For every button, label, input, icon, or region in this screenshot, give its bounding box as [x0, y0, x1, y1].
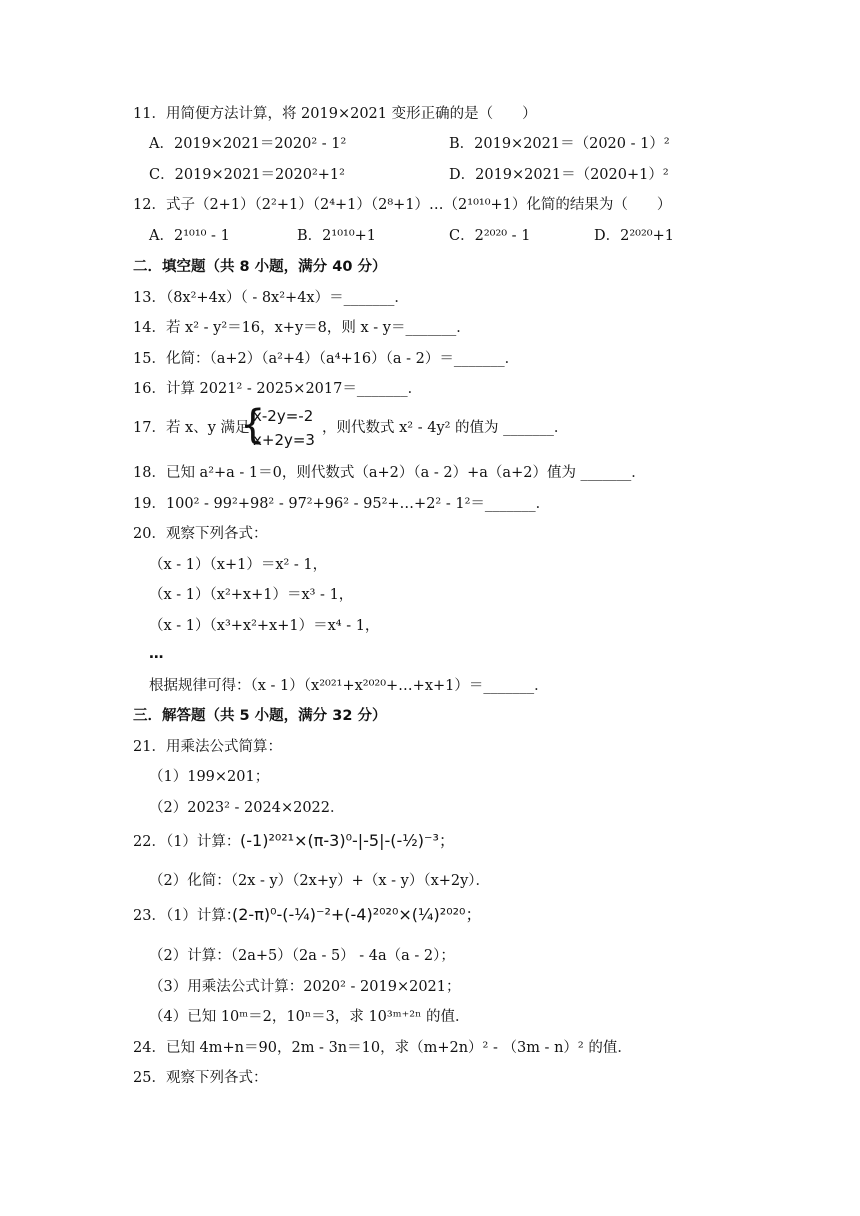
question-20: 20．观察下列各式： — [133, 526, 268, 542]
q11-option-d: D．2019×2021＝（2020+1）² — [449, 167, 669, 183]
question-12: 12．式子（2+1）（2²+1）（2⁴+1）（2⁸+1）…（2¹⁰¹⁰+1）化简的结果为（ ） — [133, 197, 672, 213]
q23-part-3: （3）用乘法公式计算：2020² - 2019×2021； — [149, 979, 461, 995]
q17-equation-2: x+2y=3 — [253, 431, 315, 449]
q20-line-2: （x - 1）（x²+x+1）＝x³ - 1， — [149, 587, 354, 603]
q20-ellipsis: … — [149, 646, 164, 662]
q22-part-2: （2）化简：（2x - y）（2x+y）+（x - y）（x+2y）． — [149, 873, 491, 889]
question-25: 25．观察下列各式： — [133, 1070, 268, 1086]
question-15: 15．化简：（a+2）（a²+4）（a⁴+16）（a - 2）＝_______． — [133, 351, 520, 367]
q21-part-1: （1）199×201； — [149, 769, 270, 785]
question-19: 19．100² - 99²+98² - 97²+96² - 95²+…+2² - 1²＝_______． — [133, 496, 551, 512]
question-13: 13．（8x²+4x）（ - 8x²+4x）＝_______． — [133, 290, 409, 306]
question-24: 24．已知 4m+n＝90，2m - 3n＝10，求（m+2n）² - （3m - n）² 的值． — [133, 1040, 632, 1056]
question-16: 16．计算 2021² - 2025×2017＝_______． — [133, 381, 423, 397]
question-21: 21．用乘法公式简算： — [133, 739, 282, 755]
q20-line-3: （x - 1）（x³+x²+x+1）＝x⁴ - 1， — [149, 618, 380, 634]
q11-option-b: B．2019×2021＝（2020 - 1）² — [449, 136, 670, 152]
q12-option-b: B．2¹⁰¹⁰+1 — [297, 228, 377, 244]
equation-brace: { — [240, 402, 266, 448]
question-18: 18．已知 a²+a - 1＝0，则代数式（a+2）（a - 2）+a（a+2）值为 _______． — [133, 465, 646, 481]
q20-conclusion: 根据规律可得：（x - 1）（x²⁰²¹+x²⁰²⁰+…+x+1）＝_______． — [149, 678, 549, 694]
question-11: 11．用简便方法计算，将 2019×2021 变形正确的是（ ） — [133, 106, 537, 122]
question-14: 14．若 x² - y²＝16，x+y＝8，则 x - y＝_______． — [133, 320, 471, 336]
section-3-heading: 三．解答题（共 5 小题，满分 32 分） — [133, 708, 387, 724]
q11-option-a: A．2019×2021＝2020² - 1² — [149, 136, 347, 152]
q22-part-1-expression: (-1)²⁰²¹×(π-3)⁰-|-5|-(-½)⁻³； — [240, 831, 455, 850]
q20-line-1: （x - 1）（x+1）＝x² - 1， — [149, 557, 328, 573]
q12-option-c: C．2²⁰²⁰ - 1 — [449, 228, 531, 244]
q23-part-1-expression: (2-π)⁰-(-¼)⁻²+(-4)²⁰²⁰×(¼)²⁰²⁰； — [232, 905, 482, 924]
q23-part-2: （2）计算：（2a+5）（2a - 5） - 4a（a - 2）； — [149, 948, 455, 964]
q12-option-d: D．2²⁰²⁰+1 — [594, 228, 674, 244]
q11-option-c: C．2019×2021＝2020²+1² — [149, 167, 345, 183]
q23-part-1-label: 23．（1）计算： — [133, 908, 241, 924]
q23-part-4: （4）已知 10ᵐ＝2，10ⁿ＝3，求 10³ᵐ⁺²ⁿ 的值． — [149, 1009, 470, 1025]
q17-equation-1: x-2y=-2 — [253, 407, 314, 425]
q21-part-2: （2）2023² - 2024×2022． — [149, 800, 345, 816]
q12-option-a: A．2¹⁰¹⁰ - 1 — [149, 228, 230, 244]
section-2-heading: 二．填空题（共 8 小题，满分 40 分） — [133, 259, 387, 275]
question-17-suffix: ，则代数式 x² - 4y² 的值为 _______． — [322, 420, 569, 436]
question-17-prefix: 17．若 x、y 满足 — [133, 420, 250, 436]
q22-part-1-label: 22．（1）计算： — [133, 834, 241, 850]
